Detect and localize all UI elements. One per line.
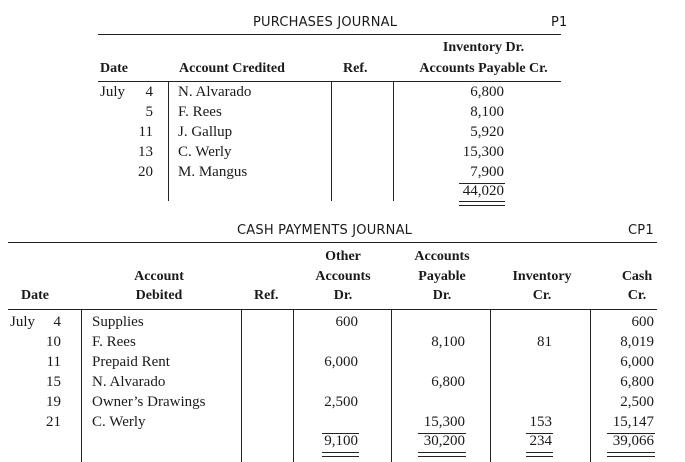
cp-header-cash-line1: Cash: [621, 269, 653, 284]
cp-total-cash: 39,066: [612, 433, 654, 449]
purchases-row-day: 11: [138, 124, 153, 140]
cp-header-other-line2: Accounts: [315, 269, 371, 284]
purchases-row-account: F. Rees: [178, 104, 222, 120]
purchases-col-divider: [393, 81, 394, 201]
cp-row-account: N. Alvarado: [92, 374, 166, 390]
cp-row-ap: 8,100: [431, 334, 465, 350]
cp-header-inventory-line2: Cr.: [532, 288, 552, 303]
cp-row-account: F. Rees: [92, 334, 136, 350]
cp-row-day: 10: [46, 334, 61, 350]
purchases-row-account: N. Alvarado: [178, 84, 252, 100]
purchases-row-day: 5: [145, 104, 153, 120]
cp-row-cash: 6,800: [620, 374, 654, 390]
cp-header-other-line3: Dr.: [333, 288, 353, 303]
purchases-total: 44,020: [462, 183, 504, 199]
purchases-row-amount: 15,300: [462, 144, 504, 160]
purchases-header-account: Account Credited: [179, 61, 285, 76]
cp-cash-double-rule: [607, 452, 655, 457]
cp-header-ap-line1: Accounts: [414, 249, 470, 264]
cp-row-account: Owner’s Drawings: [92, 394, 206, 410]
cp-inventory-double-rule: [526, 452, 553, 457]
cp-row-cash: 2,500: [620, 394, 654, 410]
cp-col-divider: [490, 309, 491, 462]
cp-other-double-rule: [322, 452, 359, 457]
purchases-row-day: 13: [138, 144, 153, 160]
cp-col-divider: [241, 309, 242, 462]
cp-header-inventory-line1: Inventory: [512, 269, 572, 284]
cp-header-other-line1: Other: [325, 249, 361, 264]
cp-row-cash: 6,000: [620, 354, 654, 370]
cp-row-inventory: 81: [537, 334, 552, 350]
cp-row-day: 11: [46, 354, 61, 370]
cp-total-ap: 30,200: [423, 433, 465, 449]
cp-col-divider: [391, 309, 392, 462]
purchases-row-day: 4: [145, 84, 153, 100]
purchases-col-divider: [168, 81, 169, 201]
cp-month: July: [10, 314, 36, 330]
cp-row-account: Supplies: [92, 314, 144, 330]
cp-row-other: 2,500: [324, 394, 358, 410]
cp-col-divider: [81, 309, 82, 462]
cp-row-cash: 15,147: [612, 414, 654, 430]
cp-row-account: C. Werly: [92, 414, 146, 430]
purchases-row-amount: 6,800: [470, 84, 504, 100]
cp-row-other: 600: [335, 314, 358, 330]
purchases-total-double-rule: [459, 201, 505, 206]
cash-payments-page: CP1: [628, 223, 654, 238]
cp-row-other: 6,000: [324, 354, 358, 370]
cp-header-account-line2: Debited: [135, 288, 183, 303]
cp-header-ap-line2: Payable: [418, 269, 466, 284]
cp-header-ref: Ref.: [254, 288, 279, 303]
purchases-row-account: J. Gallup: [178, 124, 233, 140]
cp-row-day: 19: [46, 394, 61, 410]
purchases-journal-title: PURCHASES JOURNAL: [253, 15, 398, 30]
purchases-row-amount: 8,100: [470, 104, 504, 120]
purchases-top-rule: [98, 34, 561, 35]
purchases-row-account: C. Werly: [178, 144, 232, 160]
purchases-header-ref: Ref.: [343, 61, 368, 76]
purchases-row-account: M. Mangus: [178, 164, 248, 180]
cp-col-divider: [590, 309, 591, 462]
cash-payments-title: CASH PAYMENTS JOURNAL: [237, 223, 413, 238]
cp-col-divider: [293, 309, 294, 462]
cp-total-inventory: 234: [529, 433, 552, 449]
cp-total-other: 9,100: [324, 433, 358, 449]
cp-row-day: 21: [46, 414, 61, 430]
cp-row-inventory: 153: [529, 414, 552, 430]
purchases-row-amount: 5,920: [470, 124, 504, 140]
cp-ap-double-rule: [418, 452, 466, 457]
cp-row-day: 4: [53, 314, 61, 330]
cp-header-account-line1: Account: [134, 269, 184, 284]
cp-row-cash: 8,019: [620, 334, 654, 350]
cp-row-account: Prepaid Rent: [92, 354, 170, 370]
cp-header-rule: [8, 309, 657, 310]
purchases-header-date: Date: [100, 61, 128, 76]
purchases-header-amount-line1: Inventory Dr.: [442, 40, 525, 55]
cp-header-date: Date: [21, 288, 49, 303]
cp-row-ap: 6,800: [431, 374, 465, 390]
cp-row-ap: 15,300: [423, 414, 465, 430]
cash-payments-top-rule: [8, 242, 657, 243]
purchases-row-amount: 7,900: [470, 164, 504, 180]
purchases-row-day: 20: [138, 164, 153, 180]
cp-header-cash-line2: Cr.: [627, 288, 647, 303]
cp-row-cash: 600: [631, 314, 654, 330]
cp-row-day: 15: [46, 374, 61, 390]
purchases-col-divider: [331, 81, 332, 201]
purchases-month: July: [100, 84, 126, 100]
purchases-journal-page: P1: [551, 15, 568, 30]
purchases-header-amount-line2: Accounts Payable Cr.: [419, 61, 548, 76]
cp-header-ap-line3: Dr.: [432, 288, 452, 303]
